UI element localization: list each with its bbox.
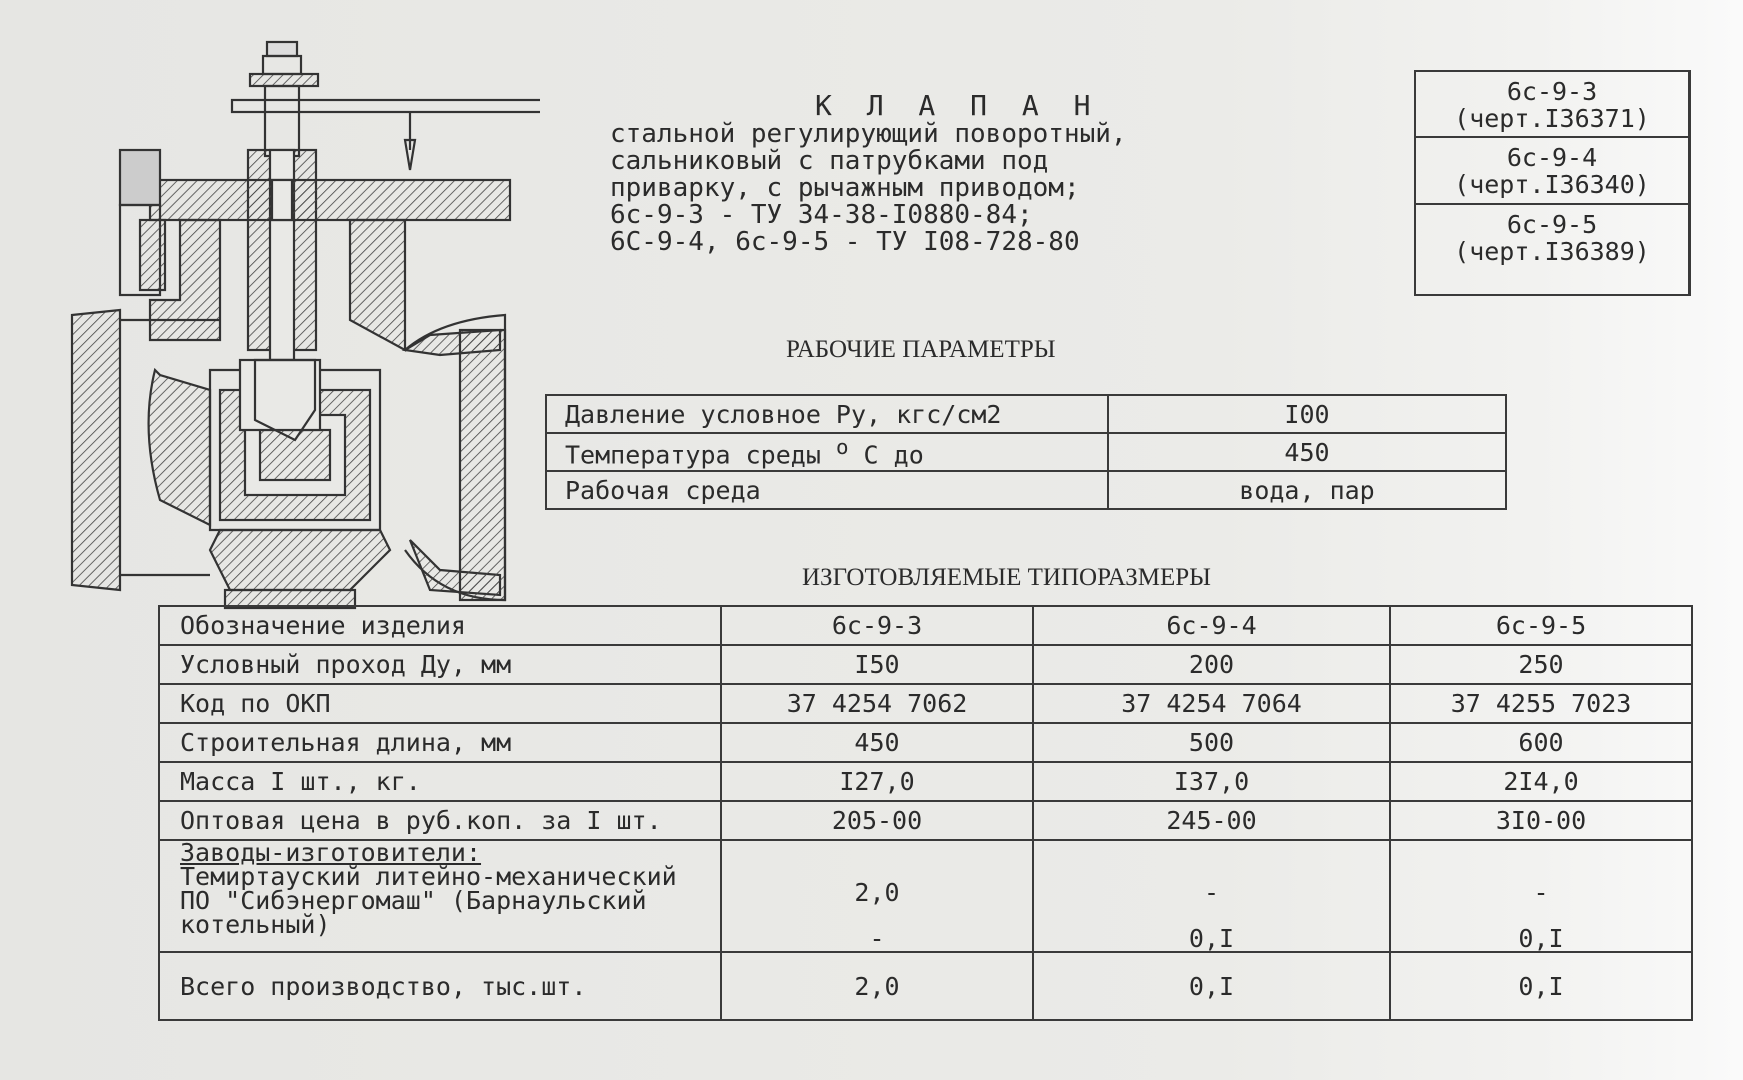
cell-value: 205-00	[721, 801, 1033, 840]
cell-value: 245-00	[1033, 801, 1390, 840]
manufacturer-name: котельный)	[180, 910, 331, 939]
table-row-manufacturers	[159, 840, 1692, 952]
param-label	[546, 433, 1108, 471]
param-label: Давление условное Ру, кгс/см2	[546, 395, 1108, 433]
cell-value: 450	[721, 723, 1033, 762]
table-row	[546, 433, 1506, 471]
param-label-unit: С до	[848, 440, 924, 470]
cell-value-group	[1033, 840, 1390, 952]
cell-value: 2,0	[721, 952, 1033, 1020]
title-heading: К Л А П А Н	[815, 89, 1100, 122]
table-row	[159, 801, 1692, 840]
cell-value: 37 4254 7064	[1033, 684, 1390, 723]
cell-value: 0,I	[1390, 952, 1692, 1020]
cell-value: 500	[1033, 723, 1390, 762]
reference-cell	[1416, 203, 1688, 289]
reference-drawing-number: (черт.I36340)	[1454, 170, 1650, 199]
cell-value: 0,I	[1033, 952, 1390, 1020]
table-row	[159, 606, 1692, 645]
title-line: сальниковый с патрубками под	[610, 146, 1049, 176]
cell-value: 37 4255 7023	[1390, 684, 1692, 723]
param-value: 450	[1108, 433, 1506, 471]
table-row	[159, 684, 1692, 723]
row-label: Всего производство, тыс.шт.	[159, 952, 721, 1020]
row-label: Оптовая цена в руб.коп. за I шт.	[159, 801, 721, 840]
cell-value: I37,0	[1033, 762, 1390, 801]
cell-value: 6с-9-3	[721, 606, 1033, 645]
reference-cell	[1416, 136, 1688, 203]
params-section-title: РАБОЧИЕ ПАРАМЕТРЫ	[786, 336, 1056, 363]
document-title	[610, 89, 1170, 257]
cell-value: I50	[721, 645, 1033, 684]
reference-model: 6с-9-5	[1506, 210, 1598, 239]
title-line: 6с-9-3 - ТУ 34-38-I0880-84;	[610, 200, 1033, 230]
reference-drawing-number: (черт.I36389)	[1454, 237, 1650, 266]
cell-value-group	[1390, 840, 1692, 952]
table-row-total	[159, 952, 1692, 1020]
valve-cross-section-drawing	[60, 30, 540, 630]
cell-value: 6с-9-4	[1033, 606, 1390, 645]
table-row	[159, 645, 1692, 684]
table-row	[159, 762, 1692, 801]
cell-value: 250	[1390, 645, 1692, 684]
manufactured-sizes-table	[158, 605, 1693, 1021]
param-value: вода, пар	[1108, 471, 1506, 509]
param-value: I00	[1108, 395, 1506, 433]
cell-value: 2,0	[854, 878, 900, 907]
drawing-reference-box	[1414, 70, 1691, 296]
cell-value: I27,0	[721, 762, 1033, 801]
manufacturer-name: ПО "Сибэнергомаш" (Барнаульский	[180, 886, 647, 915]
param-label-text: Температура среды	[565, 440, 836, 470]
cell-value: -	[869, 924, 885, 953]
title-line: приварку, с рычажным приводом;	[610, 173, 1080, 203]
row-label	[159, 840, 721, 952]
table-row	[546, 471, 1506, 509]
param-label: Рабочая среда	[546, 471, 1108, 509]
sizes-section-title: ИЗГОТОВЛЯЕМЫЕ ТИПОРАЗМЕРЫ	[802, 564, 1211, 591]
cell-value: 2I4,0	[1390, 762, 1692, 801]
cell-value: -	[1533, 878, 1549, 907]
row-label: Код по ОКП	[159, 684, 721, 723]
cell-value: 37 4254 7062	[721, 684, 1033, 723]
row-label: Строительная длина, мм	[159, 723, 721, 762]
row-label: Масса I шт., кг.	[159, 762, 721, 801]
cell-value-group	[721, 840, 1033, 952]
title-line: 6С-9-4, 6с-9-5 - ТУ I08-728-80	[610, 227, 1080, 257]
cell-value: 6с-9-5	[1390, 606, 1692, 645]
row-label: Обозначение изделия	[159, 606, 721, 645]
cell-value: 3I0-00	[1390, 801, 1692, 840]
cell-value: 0,I	[1188, 924, 1235, 953]
operating-parameters-table	[545, 394, 1507, 510]
reference-drawing-number: (черт.I36371)	[1454, 104, 1650, 133]
table-row	[159, 723, 1692, 762]
cell-value: 600	[1390, 723, 1692, 762]
reference-model: 6с-9-4	[1506, 143, 1598, 172]
reference-model: 6с-9-3	[1506, 77, 1598, 106]
cell-value: 0,I	[1518, 924, 1564, 953]
manufacturers-heading: Заводы-изготовители:	[180, 838, 482, 867]
row-label: Условный проход Ду, мм	[159, 645, 721, 684]
cell-value: 200	[1033, 645, 1390, 684]
reference-cell	[1416, 72, 1688, 136]
table-row	[546, 395, 1506, 433]
cell-value: -	[1203, 878, 1220, 907]
title-line: стальной регулирующий поворотный,	[610, 119, 1127, 149]
degree-superscript: о	[835, 434, 849, 459]
manufacturer-name: Темиртауский литейно-механический	[180, 862, 677, 891]
